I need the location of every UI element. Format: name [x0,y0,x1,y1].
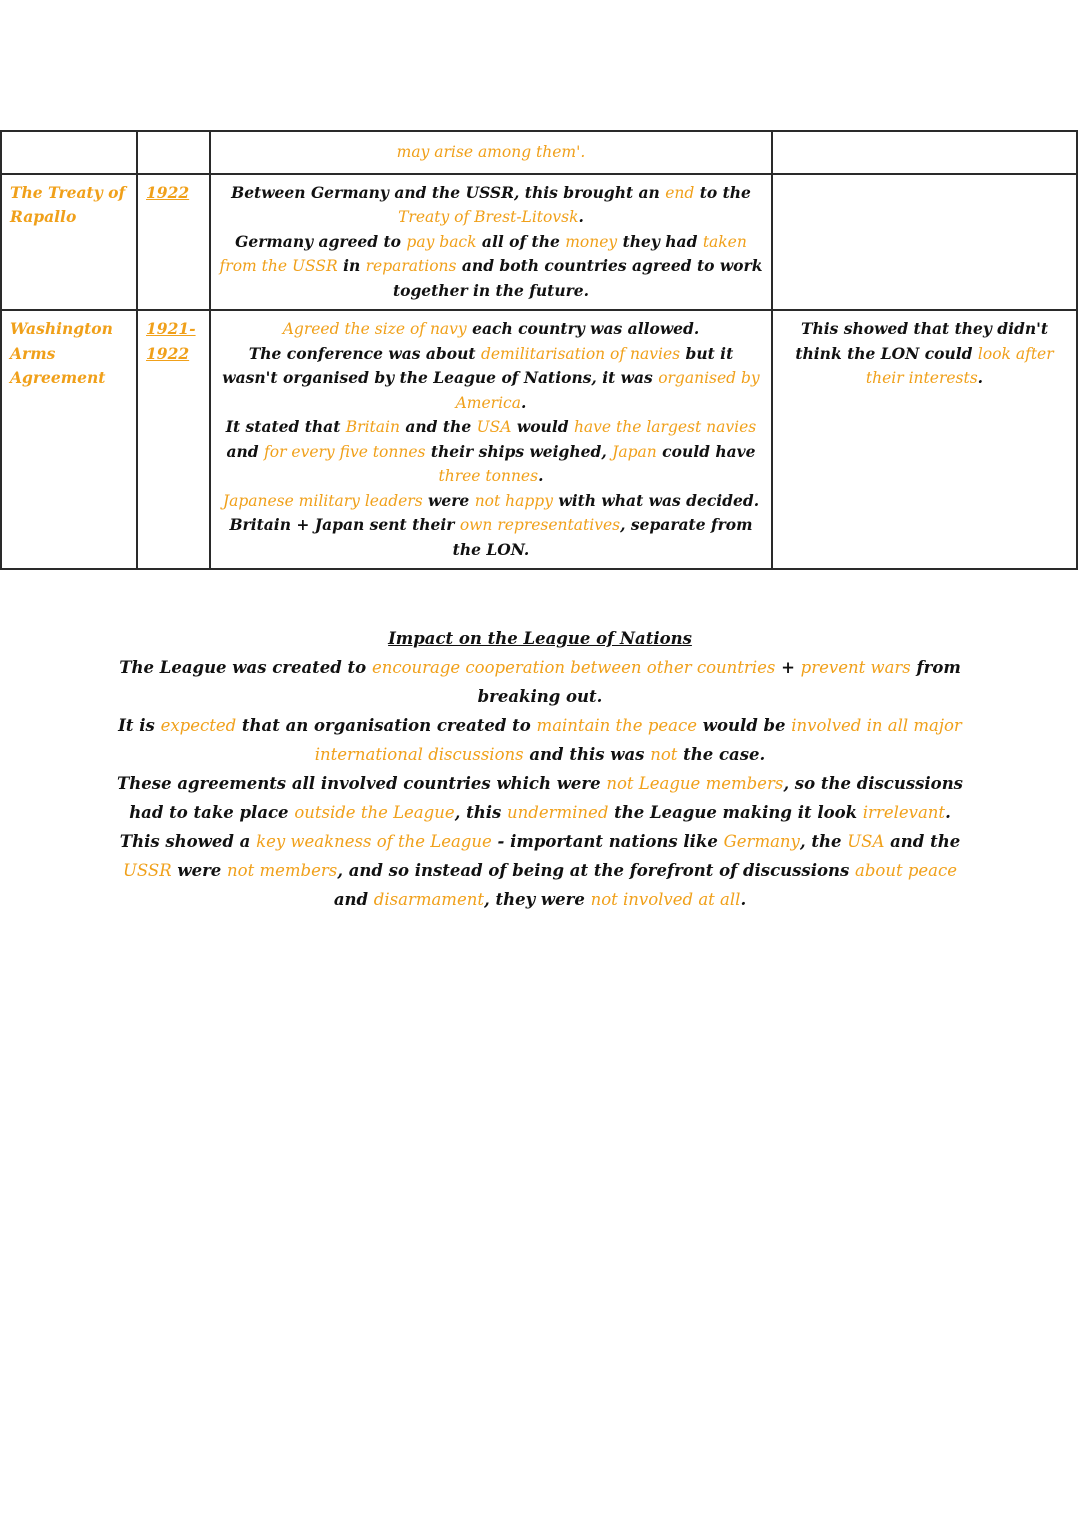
text-run: in [337,256,366,275]
agreement-date-cell [137,131,210,174]
highlighted-text: Germany [723,832,800,851]
highlighted-text: undermined [507,803,609,822]
agreement-name-cell: Washington Arms Agreement [1,310,137,569]
table-row [1,310,1077,569]
agreement-date-cell: 1921-1922 [137,310,210,569]
highlighted-text: have the largest navies [573,418,757,436]
highlighted-text: taken from the USSR [219,232,747,275]
highlighted-text: organised by America [455,369,760,412]
text-run: These agreements all involved countries which were [117,774,607,793]
text-run: This showed a [119,832,257,851]
highlighted-text: not members [227,861,338,880]
text-run: . [578,207,584,226]
highlighted-text: key weakness of the League [256,832,492,851]
highlighted-text: USSR [122,861,172,880]
text-run: . [538,466,544,485]
text-run: the League making it look [608,803,863,822]
text-run: would be [697,716,792,735]
highlighted-text: end [665,183,695,202]
highlighted-text: not League members [606,774,784,793]
highlighted-text: prevent wars [800,658,911,677]
highlighted-text: outside the League [294,803,455,822]
text-run: that an organisation created to [236,716,537,735]
highlighted-text: money [565,232,618,251]
text-run: and [333,890,374,909]
highlighted-text: irrelevant [862,803,946,822]
highlighted-text: pay back [406,232,477,251]
highlighted-text: Japan [612,442,657,461]
highlighted-text: disarmament [373,890,484,909]
highlighted-text: Britain [345,418,400,436]
text-run: , this [454,803,508,822]
text-run: This showed that they didn't think the LON could [795,319,1049,363]
highlighted-text: navy [429,320,467,338]
text-run: , separate from the LON. [452,515,753,559]
text-run: . [740,890,747,909]
text-run: their ships weighed, [425,441,613,461]
text-run: were [171,861,228,880]
highlighted-text: about peace [855,861,958,880]
text-run: would [511,417,574,436]
text-run: from breaking out. [477,658,961,706]
text-run: It is [118,716,161,735]
text-run: and both countries agreed to work together in the future. [392,256,763,300]
agreement-event-cell [210,131,772,174]
text-run: Germany agreed to [235,231,407,251]
text-run: and the [884,832,961,851]
text-run: they had [617,231,703,251]
highlighted-text: not happy [474,491,553,510]
impact-heading: Impact on the League of Nations [388,629,692,648]
text-run: - important nations like [491,832,724,851]
impact-paragraph [110,653,970,914]
agreements-table [0,130,1078,570]
text-run: . [977,368,984,387]
highlighted-text: USA [847,832,885,851]
highlighted-text: demilitarisation of navies [480,344,681,363]
highlighted-text: reparations [365,257,457,275]
highlighted-text: own representatives [459,516,621,534]
text-run: . [945,803,951,822]
highlighted-text: Japanese military leaders [222,491,423,510]
agreement-evaluation-cell [772,174,1077,311]
text-run: could have [656,441,756,461]
text-run: all of the [476,231,566,251]
text-run: It stated that [225,417,346,436]
text-run: Britain + Japan sent their [229,515,460,534]
text-run: The conference was about [248,343,481,363]
highlighted-text: maintain the peace [536,716,697,735]
text-run: and [226,441,265,461]
text-run: each country was allowed. [466,319,700,338]
agreement-name-cell: The Treaty of Rapallo [1,174,137,311]
highlighted-text: Agreed the size of [282,320,430,338]
highlighted-text: Treaty of Brest-Litovsk [398,208,579,226]
table-row [1,174,1077,311]
text-run: and this was [523,745,651,764]
highlighted-text: expected [160,716,237,735]
impact-section [110,624,970,914]
highlighted-text: involved in all major international discussions [314,716,962,764]
event-text: may arise among them'. [396,143,586,161]
text-run: , and so instead of being at the forefront of discussions [337,861,856,880]
highlighted-text: not involved at all [590,890,741,909]
agreement-date-cell: 1922 [137,174,210,311]
highlighted-text: three tonnes [438,467,539,485]
table-row [1,131,1077,174]
text-run: with what was decided. [552,490,760,510]
highlighted-text: not [650,745,678,764]
text-run: The League was created to [119,658,372,677]
text-run: , they were [483,890,591,909]
agreement-event-cell [210,310,772,569]
agreement-evaluation-cell [772,310,1077,569]
agreement-event-cell [210,174,772,311]
text-run: and the [399,417,477,436]
text-run: Between Germany and the USSR, this brought an [231,182,666,202]
agreement-name-cell [1,131,137,174]
text-run: , so the discussions had to take place [129,774,963,822]
text-run: , the [799,832,848,851]
highlighted-text: USA [476,418,512,436]
text-run: the case. [677,745,766,764]
text-run: were [422,490,475,510]
highlighted-text: for every five tonnes [264,442,426,461]
text-run: but it wasn't organised by the League of Nations, it was [222,343,734,387]
agreement-evaluation-cell [772,131,1077,174]
highlighted-text: look after their interests [865,344,1054,387]
text-run: + [775,658,801,677]
text-run: to the [694,182,751,202]
text-run: . [520,392,527,412]
highlighted-text: encourage cooperation between other countries [371,658,776,677]
